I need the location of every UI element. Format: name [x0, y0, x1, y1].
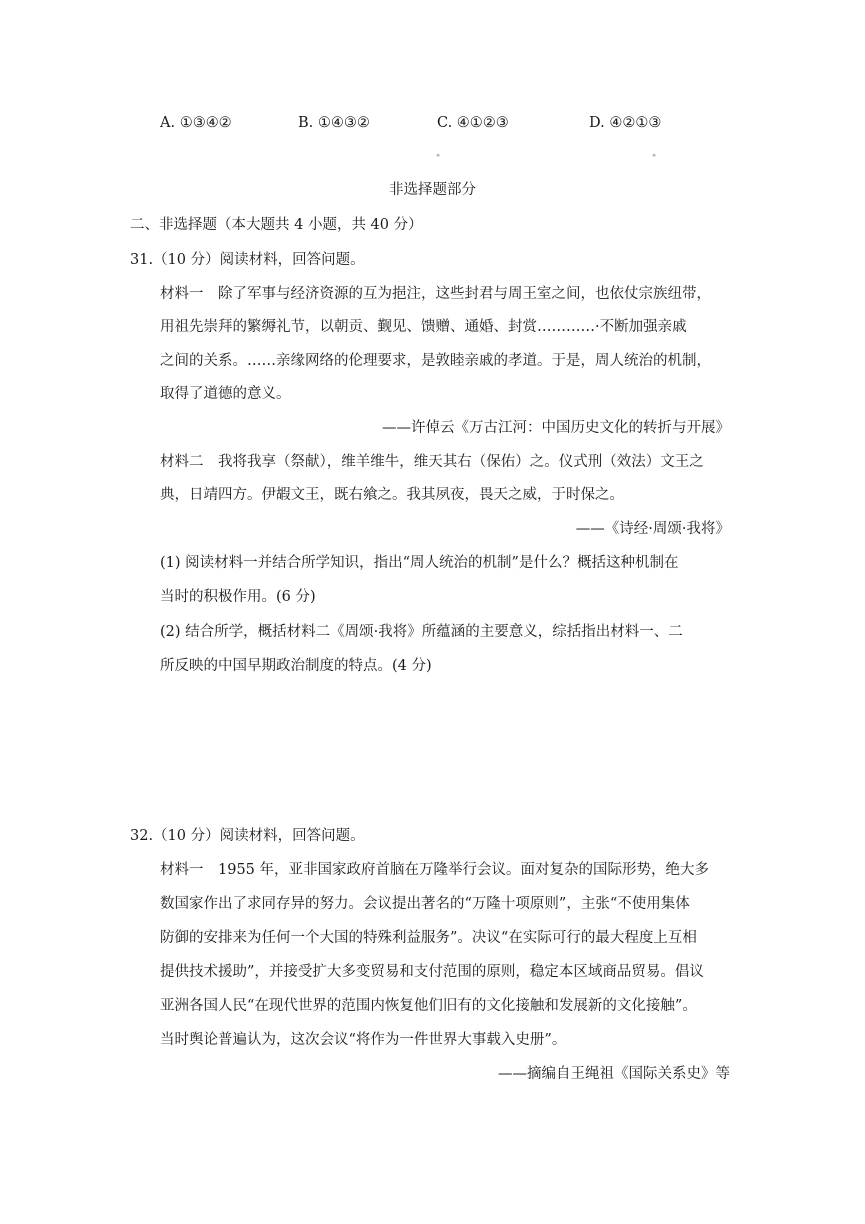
- option-c: C. ④①②③: [437, 115, 509, 131]
- option-d: D. ④②①③: [589, 115, 662, 131]
- stray-mark: ": [652, 154, 657, 164]
- q32-heading: 32.（10 分）阅读材料，回答问题。: [130, 828, 365, 844]
- q31-subquestion-2: 所反映的中国早期政治制度的特点。(4 分): [160, 658, 432, 674]
- q31-subquestion-2: (2) 结合所学，概括材料二《周颂·我将》所蕴涵的主要意义，综括指出材料一、二: [160, 624, 683, 640]
- q31-material2-line: 材料二 我将我享（祭献），维羊维牛，维天其右（保佑）之。仪式刑（效法）文王之: [160, 454, 704, 470]
- section-title: 非选择题部分: [389, 182, 476, 198]
- q32-material1-line: 数国家作出了求同存异的努力。会议提出著名的“万隆十项原则”，主张“不使用集体: [160, 896, 690, 912]
- q31-material1-line: 取得了道德的意义。: [160, 386, 291, 402]
- q31-material1-line: 材料一 除了军事与经济资源的互为挹注，这些封君与周王室之间，也依仗宗族纽带，: [160, 286, 711, 302]
- q31-heading: 31.（10 分）阅读材料，回答问题。: [130, 252, 365, 268]
- q31-material1-line: 用祖先崇拜的繁缛礼节，以朝贡、觐见、馈赠、通婚、封赏…………·不断加强亲戚: [160, 319, 687, 335]
- stray-mark: ": [436, 154, 441, 164]
- part-heading: 二、非选择题（本大题共 4 小题，共 40 分）: [130, 217, 423, 233]
- q32-material1-source: ——摘编自王绳祖《国际关系史》等: [498, 1066, 730, 1082]
- q31-material1-source: ——许倬云《万古江河：中国历史文化的转折与开展》: [382, 420, 730, 436]
- option-b: B. ①④③②: [298, 115, 370, 131]
- q32-material1-line: 防御的安排来为任何一个大国的特殊利益服务”。决议“在实际可行的最大程度上互相: [160, 930, 697, 946]
- q32-material1-line: 提供技术援助”，并接受扩大多变贸易和支付范围的原则，稳定本区域商品贸易。倡议: [160, 964, 704, 980]
- q31-material2-line: 典，日靖四方。伊嘏文王，既右飨之。我其夙夜，畏天之威，于时保之。: [160, 487, 624, 503]
- q31-subquestion-1: 当时的积极作用。(6 分): [160, 589, 316, 605]
- q32-material1-line: 材料一 1955 年，亚非国家政府首脑在万隆举行会议。面对复杂的国际形势，绝大多: [160, 862, 710, 878]
- q31-material1-line: 之间的关系。……亲缘网络的伦理要求，是敦睦亲戚的孝道。于是，周人统治的机制，: [160, 353, 711, 369]
- q32-material1-line: 亚洲各国人民“在现代世界的范围内恢复他们旧有的文化接触和发展新的文化接触”。: [160, 998, 697, 1014]
- q31-subquestion-1: (1) 阅读材料一并结合所学知识，指出“周人统治的机制”是什么？概括这种机制在: [160, 555, 679, 571]
- q31-material2-source: ——《诗经·周颂·我将》: [575, 521, 730, 537]
- q32-material1-line: 当时舆论普遍认为，这次会议“将作为一件世界大事载入史册”。: [160, 1032, 567, 1048]
- option-a: A. ①③④②: [160, 115, 232, 131]
